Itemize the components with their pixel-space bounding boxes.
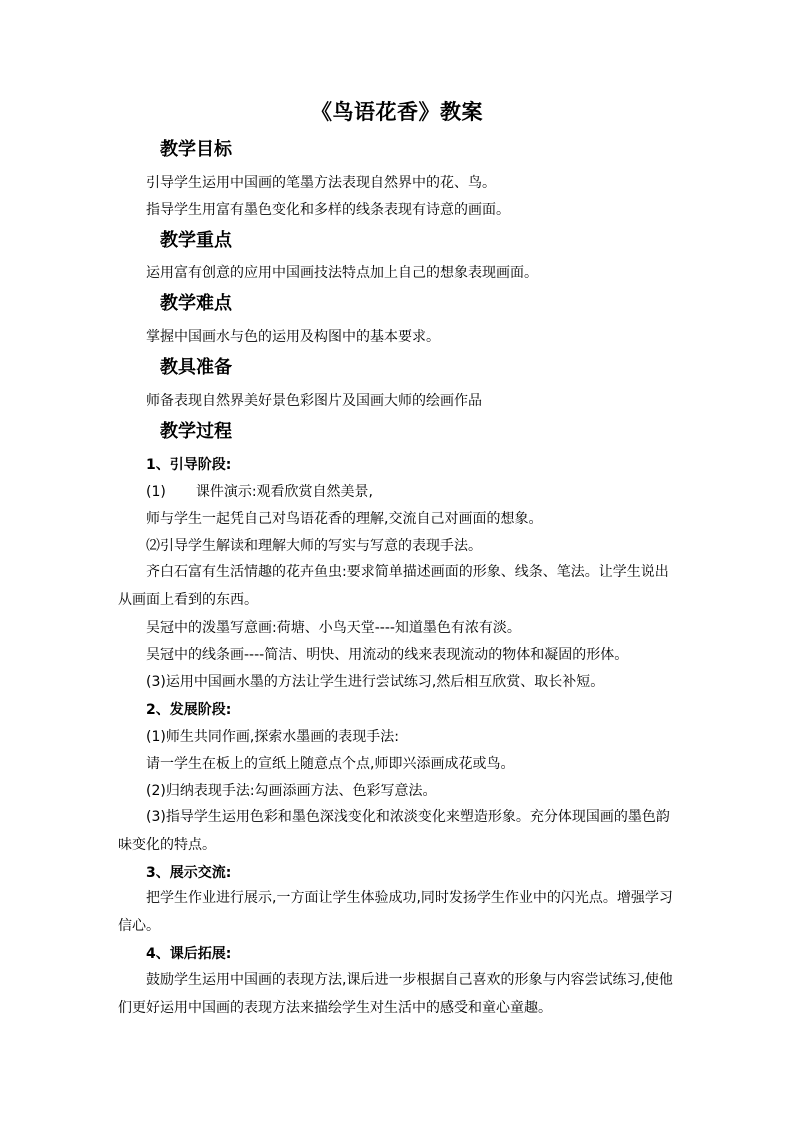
step3-label: 3、展示交流: (146, 865, 232, 881)
step1-line-7: (3)运用中国画水墨的方法让学生进行尝试练习,然后相互欣赏、取长补短。 (146, 674, 605, 690)
goals-line-2: 指导学生用富有墨色变化和多样的线条表现有诗意的画面。 (146, 202, 510, 218)
step2-line-4: (3)指导学生运用色彩和墨色深浅变化和浓淡变化来塑造形象。充分体现国画的墨色韵味变化的特点。 (118, 809, 670, 853)
heading-process: 教学过程 (160, 421, 232, 442)
step1-line-1-text: 课件演示:观看欣赏自然美景, (195, 484, 374, 500)
tools-line-1: 师备表现自然界美好景色彩图片及国画大师的绘画作品 (146, 393, 482, 409)
step2-line-3: (2)归纳表现手法:勾画添画方法、色彩写意法。 (146, 783, 437, 799)
step1-line-4: 齐白石富有生活情趣的花卉鱼虫:要求简单描述画面的形象、线条、笔法。让学生说出从画面上看到的东西。 (118, 564, 669, 608)
goals-line-1: 引导学生运用中国画的笔墨方法表现自然界中的花、鸟。 (146, 175, 496, 191)
page-title: 《鸟语花香》教案 (311, 100, 483, 124)
heading-tools: 教具准备 (160, 357, 232, 378)
step1-line-3: ⑵引导学生解读和理解大师的写实与写意的表现手法。 (146, 538, 482, 554)
heading-goals: 教学目标 (160, 139, 232, 160)
step1-label: 1、引导阶段: (146, 457, 232, 473)
step1-line-1 (146, 483, 686, 501)
step2-line-1: (1)师生共同作画,探索水墨画的表现手法: (146, 729, 399, 745)
step1-line-6: 吴冠中的线条画----简洁、明快、用流动的线来表现流动的物体和凝固的形体。 (146, 647, 629, 663)
step2-line-2: 请一学生在板上的宣纸上随意点个点,师即兴添画成花或鸟。 (146, 756, 515, 772)
heading-difficulty: 教学难点 (160, 293, 232, 314)
heading-key: 教学重点 (160, 230, 232, 251)
step4-label: 4、课后拓展: (146, 946, 232, 962)
step1-line-5: 吴冠中的泼墨写意画:荷塘、小鸟天堂----知道墨色有浓有淡。 (146, 620, 521, 636)
difficulty-line-1: 掌握中国画水与色的运用及构图中的基本要求。 (146, 329, 440, 345)
step3-line-1: 把学生作业进行展示,一方面让学生体验成功,同时发扬学生作业中的闪光点。增强学习信心。 (118, 890, 673, 934)
step4-line-1: 鼓励学生运用中国画的表现方法,课后进一步根据自己喜欢的形象与内容尝试练习,使他们更好运用中国画的表现方法来描绘学生对生活中的感受和童心童趣。 (118, 972, 673, 1016)
step2-label: 2、发展阶段: (146, 702, 232, 718)
key-line-1: 运用富有创意的应用中国画技法特点加上自己的想象表现画面。 (146, 265, 538, 281)
step1-line-2: 师与学生一起凭自己对鸟语花香的理解,交流自己对画面的想象。 (146, 511, 543, 527)
step1-line-1-number: (1) (146, 484, 166, 500)
